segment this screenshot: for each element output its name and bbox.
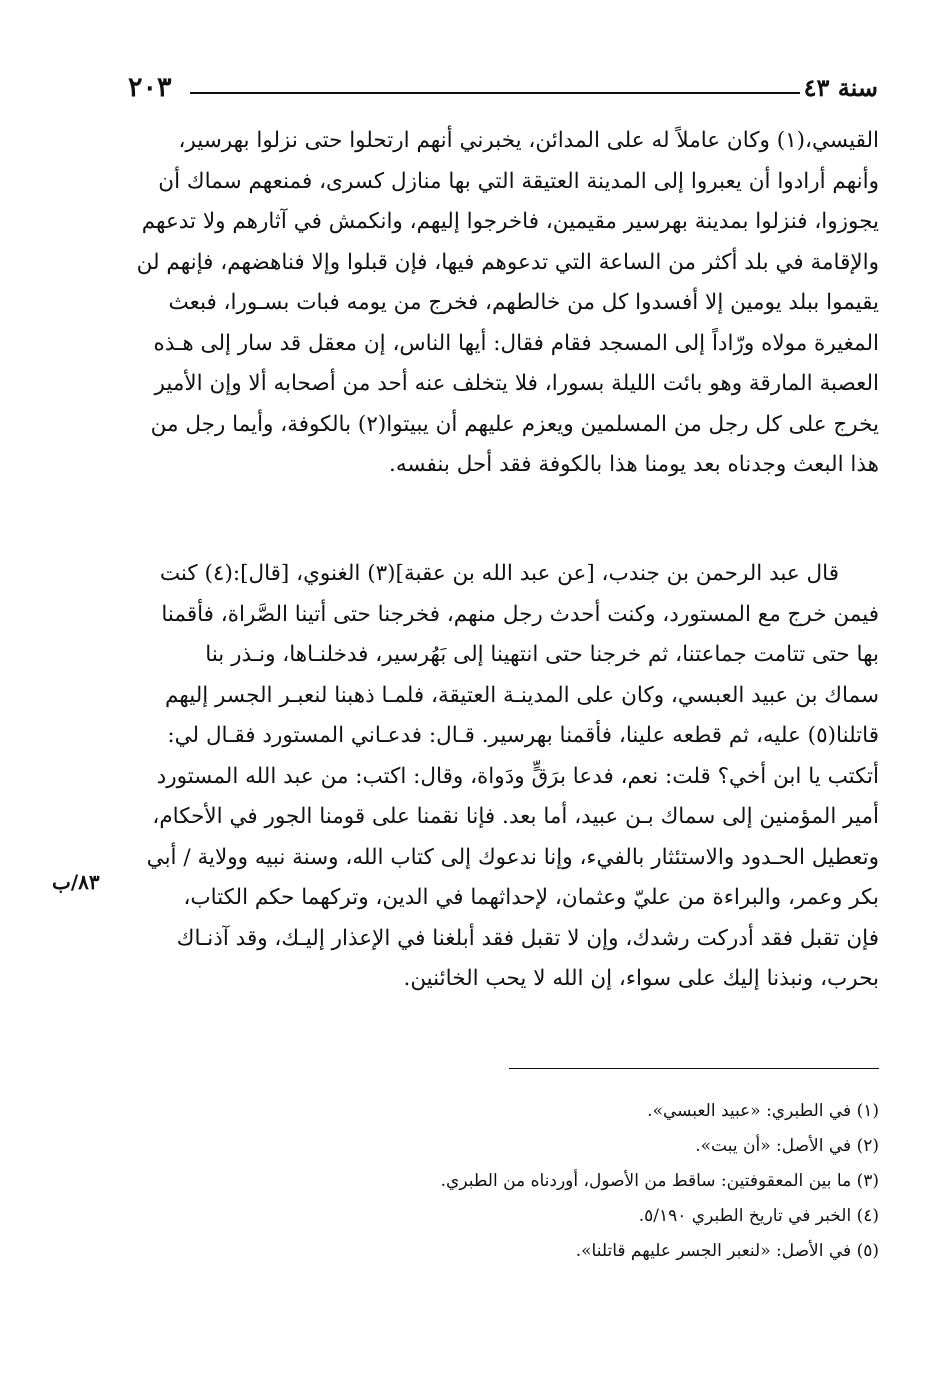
text-line: القيسي،(١) وكان عاملاً له على المدائن، يخبرني أنهم ارتحلوا حتى نزلوا بهرسير، <box>178 128 879 153</box>
page-header <box>128 68 878 108</box>
text-line: المغيرة مولاه ورّاداً إلى المسجد فقام فقال: أيها الناس، إن معقل قد سار إلى هـذه <box>153 330 879 356</box>
text-line: سماك بن عبيد العبسي، وكان على المدينـة العتيقة، فلمـا ذهبنا لنعبـر الجسر إليهم <box>164 682 879 708</box>
text-line: فيمن خرج مع المستورد، وكنت أحدث رجل منهم، فخرجنا حتى أتينا الصَّراة، فأقمنا <box>161 601 879 627</box>
paragraph-1 <box>135 121 879 486</box>
manuscript-folio-marker: ٨٣/ب <box>52 870 100 894</box>
text-line: يقيموا ببلد يومين إلا أفسدوا كل من خالطهم، فخرج من يومه فبات بسـورا، فبعث <box>168 290 879 315</box>
text-line: يخرج على كل رجل من المسلمين ويعزم عليهم أن يبيتوا(٢) بالكوفة، وأيما رجل من <box>150 411 879 437</box>
paragraph-2 <box>135 554 879 1000</box>
text-line: أمير المؤمنين إلى سماك بـن عبيد، أما بعد. فإنا نقمنا على قومنا الجور في الأحكام، <box>152 804 879 829</box>
running-head: سنة ٤٣ <box>803 73 878 102</box>
footnote: (٥) في الأصل: «لنعبر الجسر عليهم قاتلنا». <box>575 1241 879 1261</box>
text-line: العصبة المارقة وهو بائت الليلة بسورا، فلا يتخلف عنه أحد من أصحابه ألا وإن الأمير <box>154 371 879 396</box>
text-line: بكر وعمر، والبراءة من عليّ وعثمان، لإحداثهما في الدين، وتركهما حكم الكتاب، <box>183 885 879 910</box>
footnote-separator <box>509 1068 879 1069</box>
text-line: يجوزوا، فنزلوا بمدينة بهرسير مقيمين، فاخرجوا إليهم، وانكمش في آثارهم ولا تدعهم <box>141 209 879 234</box>
text-line: أتكتب يا ابن أخي؟ قلت: نعم، فدعا برَقٍّ ودَواة، وقال: اكتب: من عبد الله المستورد <box>156 763 879 789</box>
text-line: هذا البعث وجدناه بعد يومنا هذا بالكوفة فقد أحل بنفسه. <box>389 452 879 477</box>
page-number: ٢٠٣ <box>128 72 172 103</box>
text-line: فإن تقبل فقد أدركت رشدك، وإن لا تقبل فقد أبلغنا في الإعذار إليـك، وقد آذنـاك <box>176 925 879 951</box>
text-line: والإقامة في بلد أكثر من الساعة التي تدعوهم فيها، فإن قبلوا وإلا فناهضهم، فإنهم لن <box>136 249 879 275</box>
text-line: بحرب، ونبذنا إليك على سواء، إن الله لا يحب الخائنين. <box>403 966 879 991</box>
footnote: (٤) الخبر في تاريخ الطبري ٥/١٩٠. <box>638 1206 879 1226</box>
text-line: بها حتى تتامت جماعتنا، ثم خرجنا حتى انتهينا إلى بَهُرسير، فدخلنـاها، ونـذر بنا <box>205 642 879 667</box>
footnotes <box>135 1094 879 1269</box>
footnote: (١) في الطبري: «عبيد العبسي». <box>647 1101 879 1121</box>
footnote: (٢) في الأصل: «أن يبت». <box>695 1136 879 1156</box>
text-line: قاتلنا(٥) عليه، ثم قطعه علينا، فأقمنا بهرسير. قـال: فدعـاني المستورد فقـال لي: <box>167 723 879 748</box>
text-line: وتعطيل الحـدود والاستئثار بالفيء، وإنا ندعوك إلى كتاب الله، وسنة نبيه وولاية / أبي <box>146 844 879 870</box>
header-rule <box>190 92 800 94</box>
text-line: وأنهم أرادوا أن يعبروا إلى المدينة العتيقة التي بها منازل كسرى، فمنعهم سماك أن <box>158 168 879 194</box>
footnote: (٣) ما بين المعقوفتين: ساقط من الأصول، أوردناه من الطبري. <box>440 1171 879 1191</box>
text-line: قال عبد الرحمن بن جندب، [عن عبد الله بن عقبة](٣) الغنوي، [قال]:(٤) كنت <box>159 561 839 586</box>
